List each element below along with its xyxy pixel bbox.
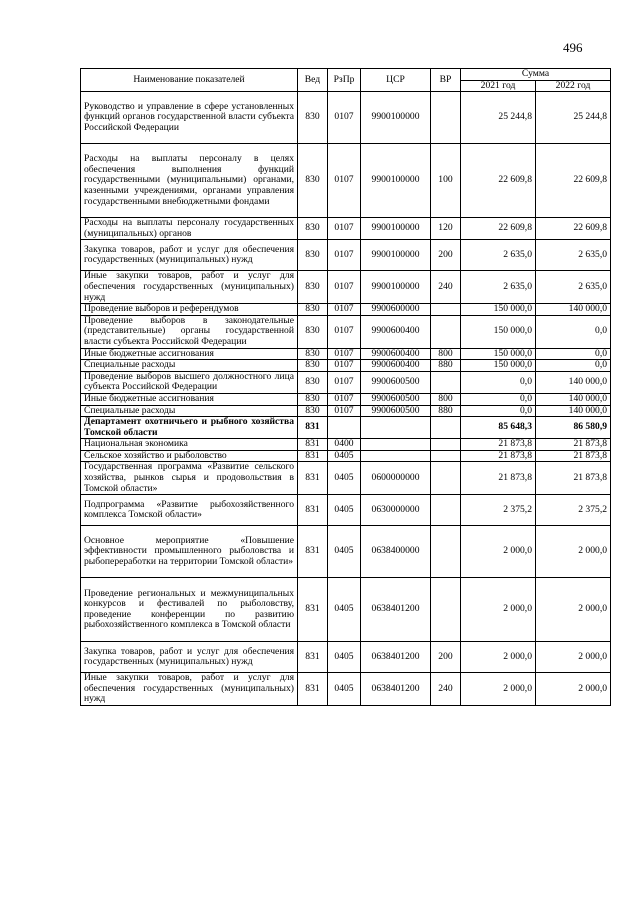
budget-table — [80, 68, 611, 706]
table-row — [81, 405, 611, 417]
cell-name: Проведение выборов высшего должностного лица субъекта Российской Федерации — [81, 371, 298, 393]
cell-vr — [431, 371, 461, 393]
cell-ved: 831 — [298, 450, 328, 462]
table-row — [81, 450, 611, 462]
table-row — [81, 371, 611, 393]
cell-2021: 21 873,8 — [461, 450, 536, 462]
cell-name: Проведение выборов в законодательные (представительные) органы государственной власти субъекта Российской Федерации — [81, 315, 298, 348]
cell-name: Государственная программа «Развитие сельского хозяйства, рынков сырья и продовольствия в Томской области» — [81, 462, 298, 495]
table-body — [81, 92, 611, 706]
cell-vr — [431, 526, 461, 578]
cell-rzpr: 0107 — [328, 348, 361, 360]
cell-2021: 2 000,0 — [461, 578, 536, 642]
cell-name: Расходы на выплаты персоналу в целях обеспечения выполнения функций государственными (муниципальными) органами, казенными учреждениями, органами управления государственными внебюджетными фондами — [81, 144, 298, 218]
cell-2022: 140 000,0 — [536, 304, 611, 316]
cell-2022: 21 873,8 — [536, 462, 611, 495]
cell-rzpr: 0107 — [328, 315, 361, 348]
cell-ved: 830 — [298, 271, 328, 304]
cell-rzpr: 0107 — [328, 218, 361, 240]
header-name: Наименование показателей — [81, 69, 298, 92]
table-row — [81, 578, 611, 642]
table-row — [81, 315, 611, 348]
table-row — [81, 240, 611, 271]
cell-csr: 0638401200 — [361, 673, 431, 706]
cell-vr — [431, 450, 461, 462]
header-rzpr: РзПр — [328, 69, 361, 92]
cell-2021: 22 609,8 — [461, 144, 536, 218]
cell-2022: 0,0 — [536, 348, 611, 360]
cell-vr: 880 — [431, 405, 461, 417]
cell-csr: 9900100000 — [361, 218, 431, 240]
cell-name: Руководство и управление в сфере установленных функций органов государственной власти субъекта Российской Федерации — [81, 92, 298, 144]
cell-vr — [431, 439, 461, 451]
cell-2022: 0,0 — [536, 360, 611, 372]
cell-ved: 830 — [298, 92, 328, 144]
cell-name: Закупка товаров, работ и услуг для обеспечения государственных (муниципальных) нужд — [81, 642, 298, 673]
cell-name: Проведение выборов и референдумов — [81, 304, 298, 316]
cell-rzpr: 0405 — [328, 673, 361, 706]
cell-vr: 240 — [431, 673, 461, 706]
cell-ved: 830 — [298, 304, 328, 316]
header-sum: Сумма — [461, 69, 611, 81]
cell-ved: 830 — [298, 315, 328, 348]
header-year-2021: 2021 год — [461, 80, 536, 92]
cell-csr: 9900600400 — [361, 315, 431, 348]
cell-csr: 9900600000 — [361, 304, 431, 316]
cell-2021: 0,0 — [461, 371, 536, 393]
cell-vr: 120 — [431, 218, 461, 240]
cell-name: Иные бюджетные ассигнования — [81, 348, 298, 360]
cell-2021: 2 635,0 — [461, 240, 536, 271]
cell-rzpr: 0107 — [328, 92, 361, 144]
cell-ved: 831 — [298, 642, 328, 673]
table-row — [81, 462, 611, 495]
cell-2021: 2 000,0 — [461, 673, 536, 706]
cell-2022: 25 244,8 — [536, 92, 611, 144]
table-header — [81, 69, 611, 92]
cell-rzpr: 0107 — [328, 144, 361, 218]
cell-ved: 831 — [298, 495, 328, 526]
cell-vr — [431, 304, 461, 316]
cell-csr — [361, 417, 431, 439]
cell-csr — [361, 450, 431, 462]
cell-name: Проведение региональных и межмуниципальных конкурсов и фестивалей по рыболовству, проведение конференции по развитию рыбохозяйственного комплекса в Томской области — [81, 578, 298, 642]
cell-2022: 22 609,8 — [536, 144, 611, 218]
cell-vr — [431, 315, 461, 348]
cell-csr: 9900100000 — [361, 144, 431, 218]
cell-ved: 830 — [298, 405, 328, 417]
cell-ved: 831 — [298, 578, 328, 642]
cell-ved: 830 — [298, 393, 328, 405]
header-year-2022: 2022 год — [536, 80, 611, 92]
cell-vr: 200 — [431, 240, 461, 271]
cell-name: Основное мероприятие «Повышение эффективности промышленного рыболовства и рыбопереработки на территории Томской области» — [81, 526, 298, 578]
cell-2022: 2 000,0 — [536, 578, 611, 642]
cell-csr: 9900100000 — [361, 271, 431, 304]
cell-2022: 2 000,0 — [536, 642, 611, 673]
cell-vr: 880 — [431, 360, 461, 372]
table-row — [81, 439, 611, 451]
page-number: 496 — [563, 40, 583, 55]
cell-vr: 800 — [431, 348, 461, 360]
cell-ved: 831 — [298, 673, 328, 706]
cell-2021: 150 000,0 — [461, 315, 536, 348]
table-row — [81, 348, 611, 360]
cell-csr — [361, 439, 431, 451]
cell-vr: 800 — [431, 393, 461, 405]
cell-rzpr: 0405 — [328, 495, 361, 526]
cell-name: Иные закупки товаров, работ и услуг для обеспечения государственных (муниципальных) нужд — [81, 673, 298, 706]
cell-csr: 0638400000 — [361, 526, 431, 578]
cell-2022: 140 000,0 — [536, 393, 611, 405]
table-row — [81, 393, 611, 405]
cell-2022: 22 609,8 — [536, 218, 611, 240]
cell-2022: 0,0 — [536, 315, 611, 348]
cell-rzpr: 0405 — [328, 526, 361, 578]
cell-name: Специальные расходы — [81, 405, 298, 417]
cell-rzpr: 0107 — [328, 240, 361, 271]
cell-csr: 9900100000 — [361, 240, 431, 271]
cell-ved: 830 — [298, 240, 328, 271]
cell-rzpr: 0107 — [328, 393, 361, 405]
cell-name: Департамент охотничьего и рыбного хозяйства Томской области — [81, 417, 298, 439]
cell-2021: 21 873,8 — [461, 462, 536, 495]
cell-csr: 0600000000 — [361, 462, 431, 495]
cell-csr: 0638401200 — [361, 642, 431, 673]
cell-rzpr: 0107 — [328, 405, 361, 417]
table-row — [81, 642, 611, 673]
cell-ved: 831 — [298, 417, 328, 439]
table-row — [81, 218, 611, 240]
cell-2021: 150 000,0 — [461, 348, 536, 360]
cell-rzpr: 0405 — [328, 450, 361, 462]
table-row — [81, 526, 611, 578]
cell-name: Подпрограмма «Развитие рыбохозяйственного комплекса Томской области» — [81, 495, 298, 526]
cell-2022: 21 873,8 — [536, 450, 611, 462]
cell-ved: 830 — [298, 371, 328, 393]
cell-ved: 830 — [298, 144, 328, 218]
cell-2022: 2 635,0 — [536, 240, 611, 271]
cell-vr — [431, 417, 461, 439]
cell-rzpr: 0405 — [328, 578, 361, 642]
cell-2021: 25 244,8 — [461, 92, 536, 144]
cell-name: Расходы на выплаты персоналу государственных (муниципальных) органов — [81, 218, 298, 240]
cell-2022: 140 000,0 — [536, 405, 611, 417]
table-row — [81, 673, 611, 706]
cell-vr — [431, 578, 461, 642]
cell-rzpr: 0107 — [328, 304, 361, 316]
cell-vr: 240 — [431, 271, 461, 304]
cell-ved: 830 — [298, 348, 328, 360]
cell-2021: 21 873,8 — [461, 439, 536, 451]
cell-rzpr: 0107 — [328, 271, 361, 304]
cell-rzpr: 0400 — [328, 439, 361, 451]
cell-2022: 140 000,0 — [536, 371, 611, 393]
cell-2021: 0,0 — [461, 393, 536, 405]
cell-2022: 2 000,0 — [536, 526, 611, 578]
cell-csr: 0630000000 — [361, 495, 431, 526]
cell-rzpr — [328, 417, 361, 439]
cell-rzpr: 0107 — [328, 371, 361, 393]
header-csr: ЦСР — [361, 69, 431, 92]
cell-vr — [431, 462, 461, 495]
cell-2021: 150 000,0 — [461, 304, 536, 316]
cell-vr: 100 — [431, 144, 461, 218]
cell-ved: 831 — [298, 439, 328, 451]
table-row — [81, 360, 611, 372]
cell-csr: 9900600500 — [361, 393, 431, 405]
cell-2021: 22 609,8 — [461, 218, 536, 240]
cell-2021: 2 000,0 — [461, 642, 536, 673]
cell-ved: 831 — [298, 462, 328, 495]
cell-ved: 831 — [298, 526, 328, 578]
cell-2022: 86 580,9 — [536, 417, 611, 439]
cell-rzpr: 0405 — [328, 642, 361, 673]
cell-vr: 200 — [431, 642, 461, 673]
cell-name: Иные бюджетные ассигнования — [81, 393, 298, 405]
table-row — [81, 271, 611, 304]
cell-csr: 9900600500 — [361, 371, 431, 393]
cell-2021: 2 375,2 — [461, 495, 536, 526]
cell-name: Специальные расходы — [81, 360, 298, 372]
cell-vr — [431, 92, 461, 144]
cell-name: Закупка товаров, работ и услуг для обеспечения государственных (муниципальных) нужд — [81, 240, 298, 271]
cell-ved: 830 — [298, 218, 328, 240]
cell-ved: 830 — [298, 360, 328, 372]
table-row — [81, 417, 611, 439]
table-row — [81, 144, 611, 218]
cell-2021: 2 000,0 — [461, 526, 536, 578]
cell-2022: 2 375,2 — [536, 495, 611, 526]
cell-2021: 85 648,3 — [461, 417, 536, 439]
cell-2021: 0,0 — [461, 405, 536, 417]
table-row — [81, 92, 611, 144]
table-row — [81, 495, 611, 526]
cell-csr: 9900600400 — [361, 348, 431, 360]
cell-vr — [431, 495, 461, 526]
cell-name: Национальная экономика — [81, 439, 298, 451]
cell-name: Иные закупки товаров, работ и услуг для обеспечения государственных (муниципальных) нужд — [81, 271, 298, 304]
cell-csr: 9900600500 — [361, 405, 431, 417]
cell-csr: 9900100000 — [361, 92, 431, 144]
header-vr: ВР — [431, 69, 461, 92]
cell-2022: 2 000,0 — [536, 673, 611, 706]
cell-2022: 2 635,0 — [536, 271, 611, 304]
cell-csr: 0638401200 — [361, 578, 431, 642]
cell-2022: 21 873,8 — [536, 439, 611, 451]
cell-2021: 150 000,0 — [461, 360, 536, 372]
cell-name: Сельское хозяйство и рыболовство — [81, 450, 298, 462]
cell-csr: 9900600400 — [361, 360, 431, 372]
header-ved: Вед — [298, 69, 328, 92]
cell-rzpr: 0405 — [328, 462, 361, 495]
cell-rzpr: 0107 — [328, 360, 361, 372]
table-row — [81, 304, 611, 316]
cell-2021: 2 635,0 — [461, 271, 536, 304]
